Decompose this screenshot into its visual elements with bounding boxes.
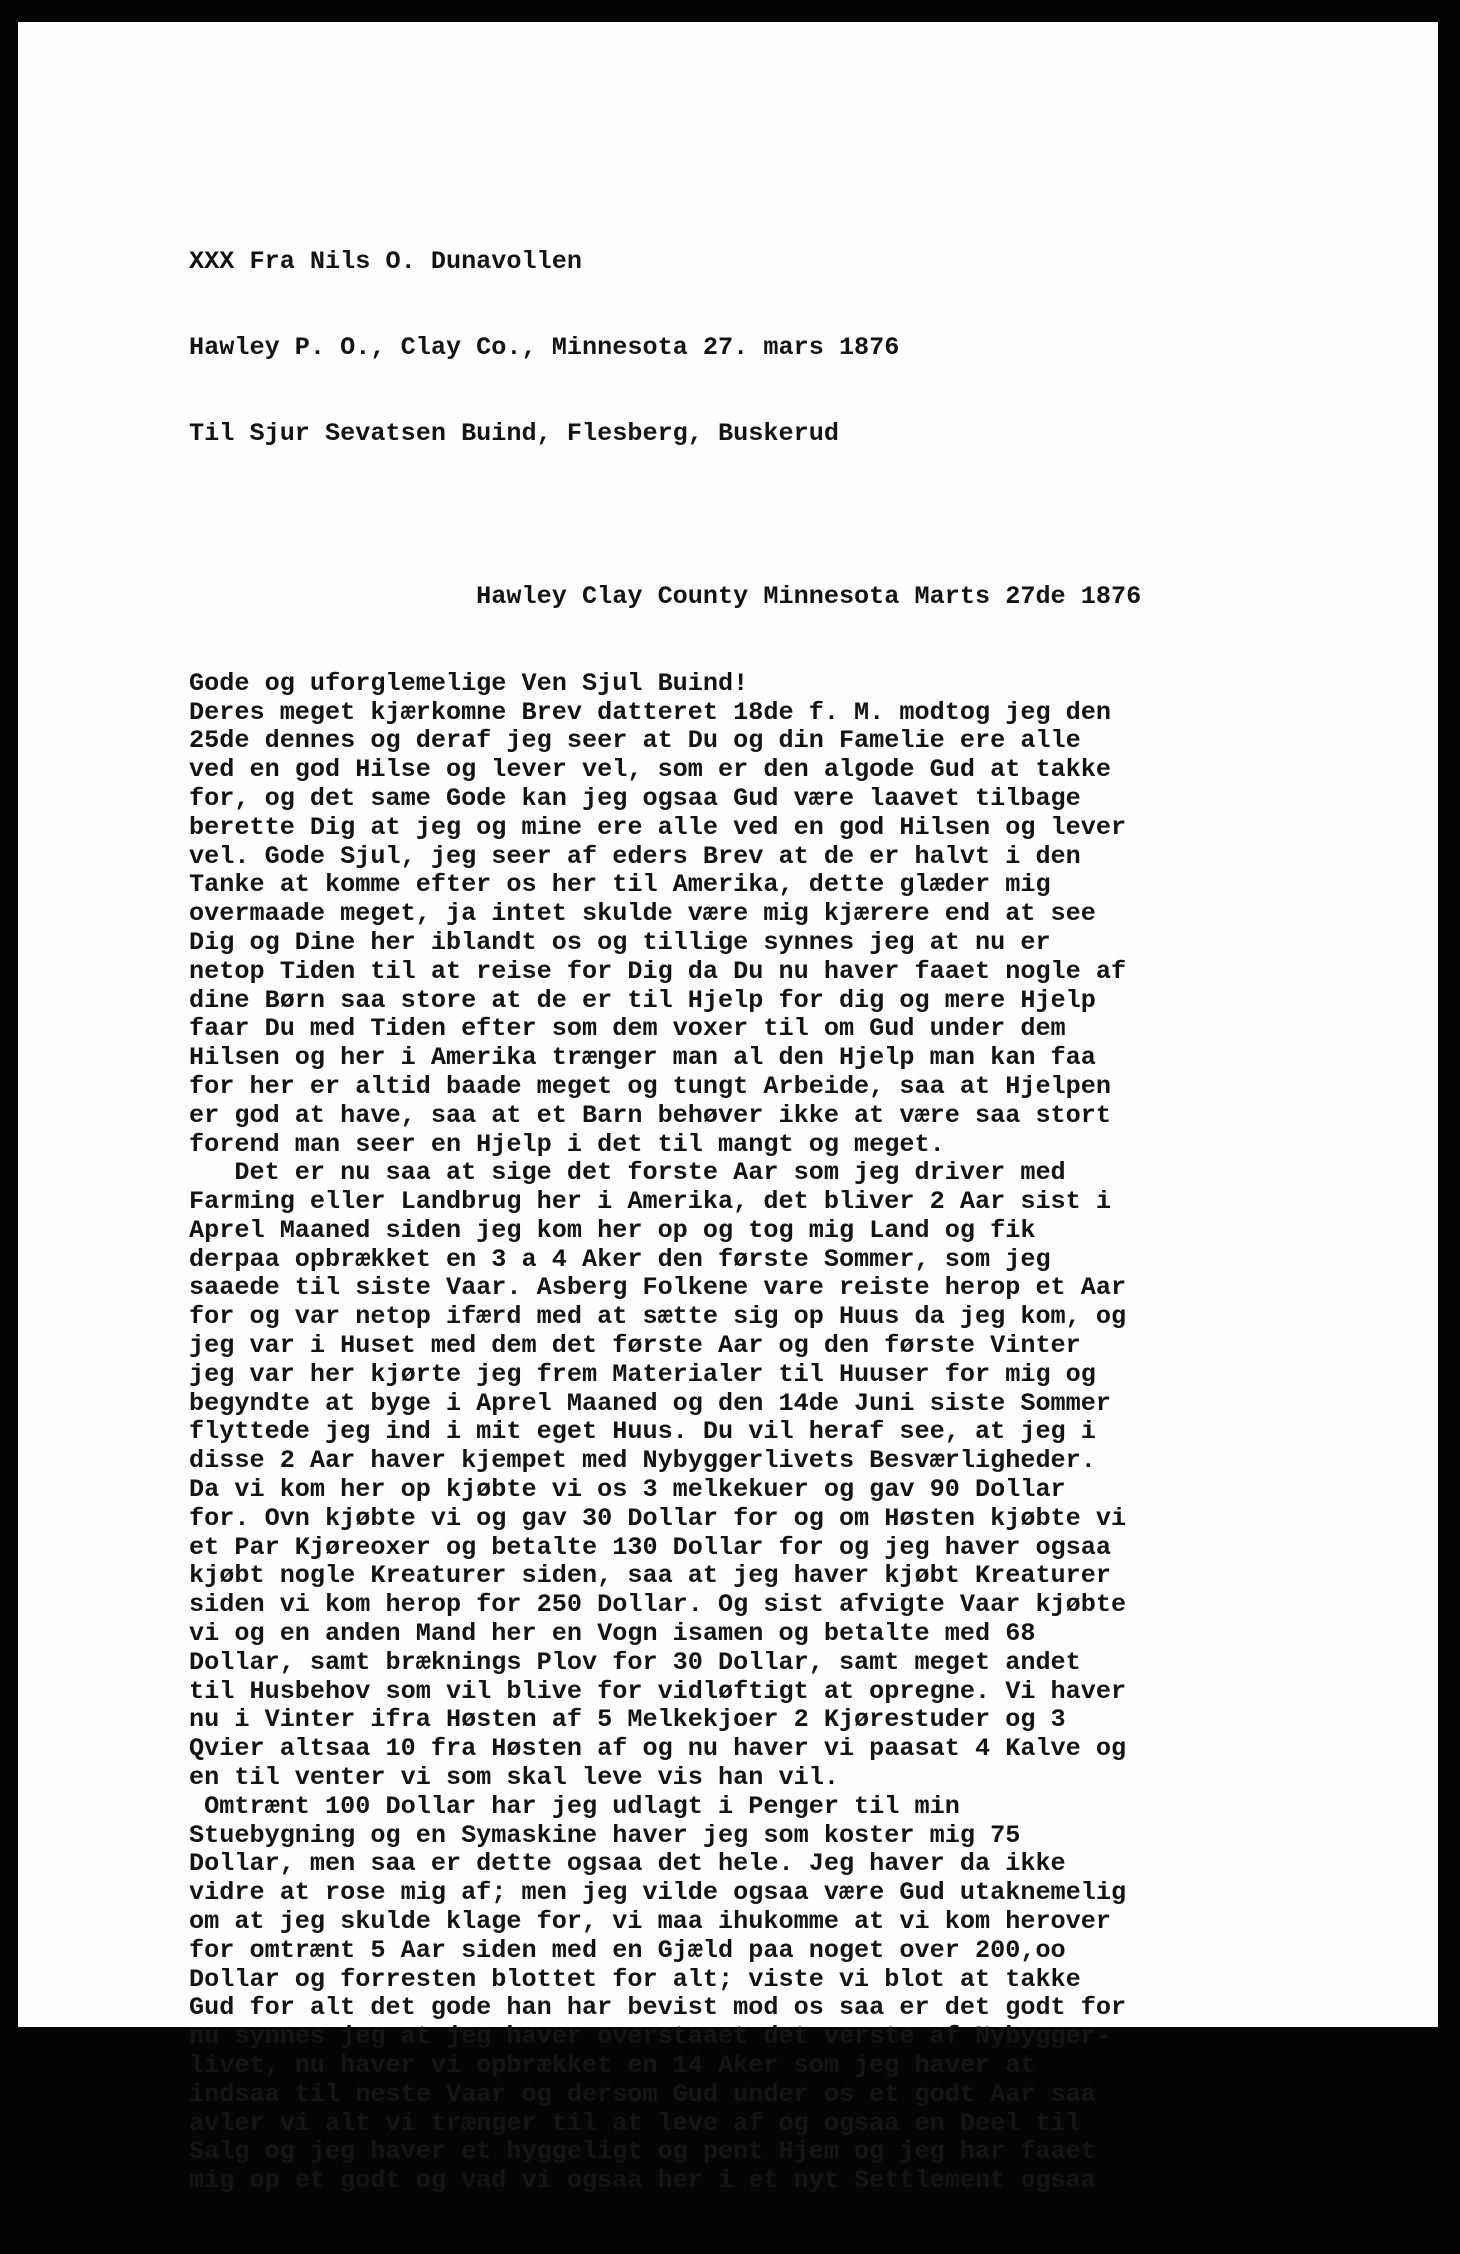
letter-line: siden vi kom herop for 250 Dollar. Og sist afvigte Vaar kjøbte: [189, 1590, 1127, 1620]
letter-line: avler vi alt vi trænger til at leve af og ogsaa en Deel til: [189, 2108, 1081, 2138]
letter-line: Farming eller Landbrug her i Amerika, det bliver 2 Aar sist i: [189, 1187, 1112, 1217]
letter-line: dine Børn saa store at de er til Hjelp for dig og mere Hjelp: [189, 985, 1096, 1015]
letter-title: XXX Fra Nils O. Dunavollen: [189, 246, 582, 276]
letter-line: om at jeg skulde klage for, vi maa ihukomme at vi kom herover: [189, 1907, 1112, 1937]
letter-line: jeg var i Huset med dem det første Aar og den første Vinter: [189, 1331, 1081, 1361]
letter-line: er god at have, saa at et Barn behøver ikke at være saa stort: [189, 1100, 1112, 1130]
letter-line: derpaa opbrækket en 3 a 4 Aker den første Sommer, som jeg: [189, 1244, 1051, 1274]
letter-line: flyttede jeg ind i mit eget Huus. Du vil heraf see, at jeg i: [189, 1417, 1096, 1447]
letter-line: Gode og uforglemelige Ven Sjul Buind!: [189, 668, 749, 698]
letter-line: faar Du med Tiden efter som dem voxer til om Gud under dem: [189, 1014, 1066, 1044]
letter-line: vidre at rose mig af; men jeg vilde ogsaa være Gud utaknemelig: [189, 1878, 1127, 1908]
letter-line: netop Tiden til at reise for Dig da Du nu haver faaet nogle af: [189, 956, 1127, 986]
letter-line: til Husbehov som vil blive for vidløftigt at opregne. Vi haver: [189, 1676, 1127, 1706]
letter-line: Salg og jeg haver et hyggeligt og pent Hjem og jeg har faaet: [189, 2137, 1096, 2167]
letter-line: Deres meget kjærkomne Brev datteret 18de f. M. modtog jeg den: [189, 697, 1112, 727]
letter-line: Qvier altsaa 10 fra Høsten af og nu haver vi paasat 4 Kalve og: [189, 1734, 1127, 1764]
letter-line: en til venter vi som skal leve vis han vil.: [189, 1763, 839, 1793]
letter-line: ved en god Hilse og lever vel, som er den algode Gud at takke: [189, 755, 1112, 785]
letter-line: for her er altid baade meget og tungt Arbeide, saa at Hjelpen: [189, 1071, 1112, 1101]
letter-line: mig op et godt og vad vi ogsaa her i et nyt Settlement ogsaa: [189, 2166, 1096, 2196]
letter-line: for, og det same Gode kan jeg ogsaa Gud være laavet tilbage: [189, 783, 1081, 813]
letter-body: [189, 670, 1141, 2196]
letter-line: overmaade meget, ja intet skulde være mig kjærere end at see: [189, 899, 1096, 929]
letter-line: Stuebygning og en Symaskine haver jeg som koster mig 75: [189, 1820, 1021, 1850]
letter-line: for og var netop ifærd med at sætte sig op Huus da jeg kom, og: [189, 1302, 1127, 1332]
letter-line: et Par Kjøreoxer og betalte 130 Dollar for og jeg haver ogsaa: [189, 1532, 1112, 1562]
letter-line: Dollar, men saa er dette ogsaa det hele. Jeg haver da ikke: [189, 1849, 1066, 1879]
letter-line: begyndte at byge i Aprel Maaned og den 14de Juni siste Sommer: [189, 1388, 1112, 1418]
letter-line: nu i Vinter ifra Høsten af 5 Melkekjoer 2 Kjørestuder og 3: [189, 1705, 1066, 1735]
letter-line: livet, nu haver vi opbrækket en 14 Aker som jeg haver at: [189, 2051, 1036, 2080]
letter-line: for omtrænt 5 Aar siden med en Gjæld paa noget over 200,oo: [189, 1935, 1066, 1965]
letter-line: saaede til siste Vaar. Asberg Folkene vare reiste herop et Aar: [189, 1273, 1127, 1303]
letter-line: Aprel Maaned siden jeg kom her op og tog mig Land og fik: [189, 1215, 1036, 1245]
header-spacer: [189, 507, 1141, 526]
letter-line: berette Dig at jeg og mine ere alle ved en god Hilsen og lever: [189, 812, 1127, 842]
document-page: [18, 22, 1438, 2196]
letter-line: disse 2 Aar haver kjempet med Nybyggerlivets Besværligheder.: [189, 1446, 1096, 1476]
letter-line: Dollar, samt bræknings Plov for 30 Dollar, samt meget andet: [189, 1647, 1081, 1677]
letter-line: indsaa til neste Vaar og dersom Gud under os et godt Aar saa: [189, 2079, 1096, 2109]
letter-line: nu synnes jeg at jeg haver overstaaet det verste af Nybygger-: [189, 2022, 1112, 2052]
letter-line: Hilsen og her i Amerika trænger man al den Hjelp man kan faa: [189, 1043, 1096, 1073]
letter-line: Omtrænt 100 Dollar har jeg udlagt i Penger til min: [189, 1791, 960, 1821]
letter-line: for. Ovn kjøbte vi og gav 30 Dollar for og om Høsten kjøbte vi: [189, 1503, 1127, 1533]
letter-line: 25de dennes og deraf jeg seer at Du og din Famelie ere alle: [189, 726, 1081, 756]
letter-line: Da vi kom her op kjøbte vi os 3 melkekuer og gav 90 Dollar: [189, 1475, 1066, 1505]
place-line: Hawley P. O., Clay Co., Minnesota 27. mars 1876: [189, 332, 900, 362]
letter-line: vel. Gode Sjul, jeg seer af eders Brev at de er halvt i den: [189, 841, 1081, 871]
letter-line: Det er nu saa at sige det forste Aar som jeg driver med: [189, 1158, 1066, 1188]
letter-line: forend man seer en Hjelp i det til mangt og meget.: [189, 1129, 945, 1159]
recipient-line: Til Sjur Sevatsen Buind, Flesberg, Buskerud: [189, 419, 839, 449]
letter-line: Tanke at komme efter os her til Amerika, dette glæder mig: [189, 870, 1051, 900]
letter-line: kjøbt nogle Kreaturer siden, saa at jeg haver kjøbt Kreaturer: [189, 1561, 1112, 1591]
letter-line: Gud for alt det gode han har bevist mod os saa er det godt for: [189, 1993, 1127, 2023]
letter-line: Dollar og forresten blottet for alt; viste vi blot at takke: [189, 1964, 1081, 1994]
letter-line: Dig og Dine her iblandt os og tillige synnes jeg at nu er: [189, 927, 1051, 957]
letter-line: vi og en anden Mand her en Vogn isamen og betalte med 68: [189, 1619, 1036, 1649]
letter-line: jeg var her kjørte jeg frem Materialer til Huuser for mig og: [189, 1359, 1096, 1389]
typed-letter: [189, 190, 1141, 2254]
dateline: Hawley Clay County Minnesota Marts 27de 1876: [189, 582, 1142, 612]
